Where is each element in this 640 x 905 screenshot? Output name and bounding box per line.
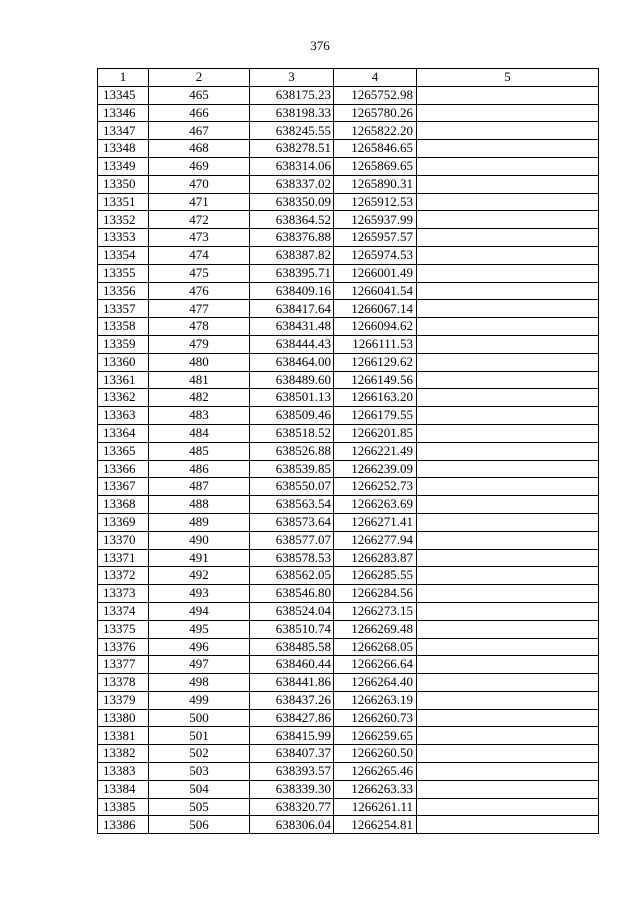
point-number-cell: 484 xyxy=(149,424,250,442)
x-coordinate-cell: 638320.77 xyxy=(250,798,334,816)
y-coordinate-cell: 1266269.48 xyxy=(334,620,417,638)
table-row xyxy=(98,567,599,585)
column-header-4: 4 xyxy=(334,69,417,87)
note-cell xyxy=(417,638,599,656)
table-row xyxy=(98,496,599,514)
y-coordinate-cell: 1266254.81 xyxy=(334,816,417,834)
y-coordinate-cell: 1265846.65 xyxy=(334,140,417,158)
note-cell xyxy=(417,193,599,211)
row-number-cell: 13368 xyxy=(98,496,149,514)
table-row xyxy=(98,300,599,318)
y-coordinate-cell: 1266268.05 xyxy=(334,638,417,656)
y-coordinate-cell: 1265752.98 xyxy=(334,86,417,104)
x-coordinate-cell: 638510.74 xyxy=(250,620,334,638)
table-row xyxy=(98,478,599,496)
point-number-cell: 500 xyxy=(149,709,250,727)
x-coordinate-cell: 638460.44 xyxy=(250,656,334,674)
point-number-cell: 475 xyxy=(149,264,250,282)
table-row xyxy=(98,193,599,211)
x-coordinate-cell: 638395.71 xyxy=(250,264,334,282)
y-coordinate-cell: 1266271.41 xyxy=(334,513,417,531)
table-row xyxy=(98,211,599,229)
note-cell xyxy=(417,229,599,247)
table-row xyxy=(98,585,599,603)
point-number-cell: 471 xyxy=(149,193,250,211)
point-number-cell: 486 xyxy=(149,460,250,478)
note-cell xyxy=(417,407,599,425)
x-coordinate-cell: 638464.00 xyxy=(250,353,334,371)
note-cell xyxy=(417,478,599,496)
table-row xyxy=(98,513,599,531)
row-number-cell: 13358 xyxy=(98,318,149,336)
y-coordinate-cell: 1266263.69 xyxy=(334,496,417,514)
note-cell xyxy=(417,282,599,300)
x-coordinate-cell: 638278.51 xyxy=(250,140,334,158)
point-number-cell: 474 xyxy=(149,246,250,264)
x-coordinate-cell: 638175.23 xyxy=(250,86,334,104)
point-number-cell: 497 xyxy=(149,656,250,674)
x-coordinate-cell: 638407.37 xyxy=(250,745,334,763)
note-cell xyxy=(417,585,599,603)
point-number-cell: 491 xyxy=(149,549,250,567)
column-header-1: 1 xyxy=(98,69,149,87)
row-number-cell: 13367 xyxy=(98,478,149,496)
table-row xyxy=(98,140,599,158)
point-number-cell: 496 xyxy=(149,638,250,656)
x-coordinate-cell: 638518.52 xyxy=(250,424,334,442)
point-number-cell: 502 xyxy=(149,745,250,763)
table-row xyxy=(98,282,599,300)
note-cell xyxy=(417,122,599,140)
point-number-cell: 481 xyxy=(149,371,250,389)
point-number-cell: 503 xyxy=(149,763,250,781)
x-coordinate-cell: 638577.07 xyxy=(250,531,334,549)
point-number-cell: 498 xyxy=(149,674,250,692)
row-number-cell: 13377 xyxy=(98,656,149,674)
row-number-cell: 13369 xyxy=(98,513,149,531)
row-number-cell: 13372 xyxy=(98,567,149,585)
row-number-cell: 13383 xyxy=(98,763,149,781)
row-number-cell: 13376 xyxy=(98,638,149,656)
point-number-cell: 483 xyxy=(149,407,250,425)
note-cell xyxy=(417,727,599,745)
note-cell xyxy=(417,460,599,478)
note-cell xyxy=(417,264,599,282)
x-coordinate-cell: 638350.09 xyxy=(250,193,334,211)
point-number-cell: 492 xyxy=(149,567,250,585)
note-cell xyxy=(417,513,599,531)
table-row xyxy=(98,763,599,781)
point-number-cell: 479 xyxy=(149,335,250,353)
row-number-cell: 13386 xyxy=(98,816,149,834)
x-coordinate-cell: 638417.64 xyxy=(250,300,334,318)
row-number-cell: 13354 xyxy=(98,246,149,264)
point-number-cell: 478 xyxy=(149,318,250,336)
table-row xyxy=(98,86,599,104)
coordinates-table xyxy=(97,68,599,834)
note-cell xyxy=(417,674,599,692)
point-number-cell: 506 xyxy=(149,816,250,834)
y-coordinate-cell: 1266277.94 xyxy=(334,531,417,549)
x-coordinate-cell: 638306.04 xyxy=(250,816,334,834)
x-coordinate-cell: 638437.26 xyxy=(250,691,334,709)
table-row xyxy=(98,264,599,282)
x-coordinate-cell: 638562.05 xyxy=(250,567,334,585)
x-coordinate-cell: 638415.99 xyxy=(250,727,334,745)
row-number-cell: 13379 xyxy=(98,691,149,709)
table-row xyxy=(98,460,599,478)
note-cell xyxy=(417,300,599,318)
row-number-cell: 13359 xyxy=(98,335,149,353)
table-row xyxy=(98,335,599,353)
y-coordinate-cell: 1266261.11 xyxy=(334,798,417,816)
note-cell xyxy=(417,709,599,727)
x-coordinate-cell: 638376.88 xyxy=(250,229,334,247)
point-number-cell: 466 xyxy=(149,104,250,122)
row-number-cell: 13385 xyxy=(98,798,149,816)
note-cell xyxy=(417,549,599,567)
y-coordinate-cell: 1266149.56 xyxy=(334,371,417,389)
x-coordinate-cell: 638573.64 xyxy=(250,513,334,531)
note-cell xyxy=(417,86,599,104)
y-coordinate-cell: 1266273.15 xyxy=(334,602,417,620)
x-coordinate-cell: 638526.88 xyxy=(250,442,334,460)
point-number-cell: 477 xyxy=(149,300,250,318)
table-row xyxy=(98,745,599,763)
note-cell xyxy=(417,353,599,371)
row-number-cell: 13363 xyxy=(98,407,149,425)
y-coordinate-cell: 1265822.20 xyxy=(334,122,417,140)
point-number-cell: 493 xyxy=(149,585,250,603)
row-number-cell: 13349 xyxy=(98,157,149,175)
x-coordinate-cell: 638427.86 xyxy=(250,709,334,727)
column-header-3: 3 xyxy=(250,69,334,87)
y-coordinate-cell: 1266266.64 xyxy=(334,656,417,674)
note-cell xyxy=(417,246,599,264)
point-number-cell: 469 xyxy=(149,157,250,175)
x-coordinate-cell: 638444.43 xyxy=(250,335,334,353)
table-row xyxy=(98,175,599,193)
x-coordinate-cell: 638198.33 xyxy=(250,104,334,122)
table-row xyxy=(98,709,599,727)
point-number-cell: 495 xyxy=(149,620,250,638)
y-coordinate-cell: 1265957.57 xyxy=(334,229,417,247)
point-number-cell: 494 xyxy=(149,602,250,620)
row-number-cell: 13360 xyxy=(98,353,149,371)
table-row xyxy=(98,531,599,549)
row-number-cell: 13382 xyxy=(98,745,149,763)
table-row xyxy=(98,318,599,336)
row-number-cell: 13380 xyxy=(98,709,149,727)
y-coordinate-cell: 1266179.55 xyxy=(334,407,417,425)
table-row xyxy=(98,353,599,371)
y-coordinate-cell: 1265937.99 xyxy=(334,211,417,229)
row-number-cell: 13347 xyxy=(98,122,149,140)
x-coordinate-cell: 638409.16 xyxy=(250,282,334,300)
row-number-cell: 13371 xyxy=(98,549,149,567)
point-number-cell: 473 xyxy=(149,229,250,247)
y-coordinate-cell: 1266263.33 xyxy=(334,780,417,798)
x-coordinate-cell: 638509.46 xyxy=(250,407,334,425)
note-cell xyxy=(417,104,599,122)
point-number-cell: 488 xyxy=(149,496,250,514)
note-cell xyxy=(417,211,599,229)
note-cell xyxy=(417,531,599,549)
y-coordinate-cell: 1266260.73 xyxy=(334,709,417,727)
point-number-cell: 505 xyxy=(149,798,250,816)
note-cell xyxy=(417,620,599,638)
point-number-cell: 476 xyxy=(149,282,250,300)
table-row xyxy=(98,157,599,175)
note-cell xyxy=(417,140,599,158)
point-number-cell: 489 xyxy=(149,513,250,531)
table-header-row xyxy=(98,69,599,87)
y-coordinate-cell: 1266041.54 xyxy=(334,282,417,300)
point-number-cell: 482 xyxy=(149,389,250,407)
note-cell xyxy=(417,318,599,336)
table-row xyxy=(98,674,599,692)
y-coordinate-cell: 1266067.14 xyxy=(334,300,417,318)
note-cell xyxy=(417,816,599,834)
point-number-cell: 499 xyxy=(149,691,250,709)
y-coordinate-cell: 1266111.53 xyxy=(334,335,417,353)
note-cell xyxy=(417,763,599,781)
y-coordinate-cell: 1266284.56 xyxy=(334,585,417,603)
row-number-cell: 13355 xyxy=(98,264,149,282)
y-coordinate-cell: 1266163.20 xyxy=(334,389,417,407)
x-coordinate-cell: 638578.53 xyxy=(250,549,334,567)
y-coordinate-cell: 1266129.62 xyxy=(334,353,417,371)
point-number-cell: 467 xyxy=(149,122,250,140)
y-coordinate-cell: 1266260.50 xyxy=(334,745,417,763)
point-number-cell: 487 xyxy=(149,478,250,496)
x-coordinate-cell: 638339.30 xyxy=(250,780,334,798)
row-number-cell: 13356 xyxy=(98,282,149,300)
table-row xyxy=(98,549,599,567)
x-coordinate-cell: 638393.57 xyxy=(250,763,334,781)
point-number-cell: 501 xyxy=(149,727,250,745)
row-number-cell: 13373 xyxy=(98,585,149,603)
row-number-cell: 13366 xyxy=(98,460,149,478)
x-coordinate-cell: 638539.85 xyxy=(250,460,334,478)
point-number-cell: 468 xyxy=(149,140,250,158)
y-coordinate-cell: 1266259.65 xyxy=(334,727,417,745)
x-coordinate-cell: 638441.86 xyxy=(250,674,334,692)
point-number-cell: 472 xyxy=(149,211,250,229)
note-cell xyxy=(417,442,599,460)
y-coordinate-cell: 1266263.19 xyxy=(334,691,417,709)
point-number-cell: 490 xyxy=(149,531,250,549)
table-row xyxy=(98,424,599,442)
table-row xyxy=(98,727,599,745)
y-coordinate-cell: 1266094.62 xyxy=(334,318,417,336)
point-number-cell: 504 xyxy=(149,780,250,798)
table-row xyxy=(98,638,599,656)
y-coordinate-cell: 1266265.46 xyxy=(334,763,417,781)
x-coordinate-cell: 638550.07 xyxy=(250,478,334,496)
table-row xyxy=(98,816,599,834)
row-number-cell: 13384 xyxy=(98,780,149,798)
table-row xyxy=(98,246,599,264)
row-number-cell: 13370 xyxy=(98,531,149,549)
x-coordinate-cell: 638387.82 xyxy=(250,246,334,264)
table-row xyxy=(98,122,599,140)
x-coordinate-cell: 638501.13 xyxy=(250,389,334,407)
note-cell xyxy=(417,691,599,709)
row-number-cell: 13351 xyxy=(98,193,149,211)
row-number-cell: 13364 xyxy=(98,424,149,442)
y-coordinate-cell: 1265974.53 xyxy=(334,246,417,264)
table-row xyxy=(98,780,599,798)
y-coordinate-cell: 1265869.65 xyxy=(334,157,417,175)
table-row xyxy=(98,407,599,425)
row-number-cell: 13346 xyxy=(98,104,149,122)
x-coordinate-cell: 638337.02 xyxy=(250,175,334,193)
row-number-cell: 13350 xyxy=(98,175,149,193)
page-number: 376 xyxy=(310,38,330,53)
point-number-cell: 470 xyxy=(149,175,250,193)
row-number-cell: 13357 xyxy=(98,300,149,318)
table-body xyxy=(98,86,599,833)
table-row xyxy=(98,389,599,407)
note-cell xyxy=(417,567,599,585)
note-cell xyxy=(417,780,599,798)
note-cell xyxy=(417,389,599,407)
table-row xyxy=(98,229,599,247)
note-cell xyxy=(417,745,599,763)
row-number-cell: 13361 xyxy=(98,371,149,389)
row-number-cell: 13362 xyxy=(98,389,149,407)
note-cell xyxy=(417,335,599,353)
row-number-cell: 13378 xyxy=(98,674,149,692)
table-row xyxy=(98,656,599,674)
table-row xyxy=(98,691,599,709)
y-coordinate-cell: 1266252.73 xyxy=(334,478,417,496)
row-number-cell: 13345 xyxy=(98,86,149,104)
note-cell xyxy=(417,175,599,193)
y-coordinate-cell: 1265890.31 xyxy=(334,175,417,193)
note-cell xyxy=(417,424,599,442)
row-number-cell: 13374 xyxy=(98,602,149,620)
note-cell xyxy=(417,798,599,816)
x-coordinate-cell: 638364.52 xyxy=(250,211,334,229)
column-header-2: 2 xyxy=(149,69,250,87)
y-coordinate-cell: 1266239.09 xyxy=(334,460,417,478)
y-coordinate-cell: 1266001.49 xyxy=(334,264,417,282)
y-coordinate-cell: 1265780.26 xyxy=(334,104,417,122)
y-coordinate-cell: 1265912.53 xyxy=(334,193,417,211)
note-cell xyxy=(417,656,599,674)
x-coordinate-cell: 638431.48 xyxy=(250,318,334,336)
row-number-cell: 13381 xyxy=(98,727,149,745)
column-header-5: 5 xyxy=(417,69,599,87)
table-row xyxy=(98,798,599,816)
note-cell xyxy=(417,157,599,175)
row-number-cell: 13375 xyxy=(98,620,149,638)
y-coordinate-cell: 1266283.87 xyxy=(334,549,417,567)
point-number-cell: 480 xyxy=(149,353,250,371)
note-cell xyxy=(417,496,599,514)
point-number-cell: 465 xyxy=(149,86,250,104)
y-coordinate-cell: 1266201.85 xyxy=(334,424,417,442)
x-coordinate-cell: 638314.06 xyxy=(250,157,334,175)
x-coordinate-cell: 638563.54 xyxy=(250,496,334,514)
y-coordinate-cell: 1266264.40 xyxy=(334,674,417,692)
table-row xyxy=(98,371,599,389)
y-coordinate-cell: 1266285.55 xyxy=(334,567,417,585)
y-coordinate-cell: 1266221.49 xyxy=(334,442,417,460)
table-row xyxy=(98,442,599,460)
note-cell xyxy=(417,602,599,620)
x-coordinate-cell: 638489.60 xyxy=(250,371,334,389)
row-number-cell: 13352 xyxy=(98,211,149,229)
x-coordinate-cell: 638245.55 xyxy=(250,122,334,140)
table-row xyxy=(98,620,599,638)
x-coordinate-cell: 638546.80 xyxy=(250,585,334,603)
table-row xyxy=(98,104,599,122)
note-cell xyxy=(417,371,599,389)
point-number-cell: 485 xyxy=(149,442,250,460)
row-number-cell: 13348 xyxy=(98,140,149,158)
x-coordinate-cell: 638485.58 xyxy=(250,638,334,656)
row-number-cell: 13353 xyxy=(98,229,149,247)
row-number-cell: 13365 xyxy=(98,442,149,460)
table-row xyxy=(98,602,599,620)
x-coordinate-cell: 638524.04 xyxy=(250,602,334,620)
